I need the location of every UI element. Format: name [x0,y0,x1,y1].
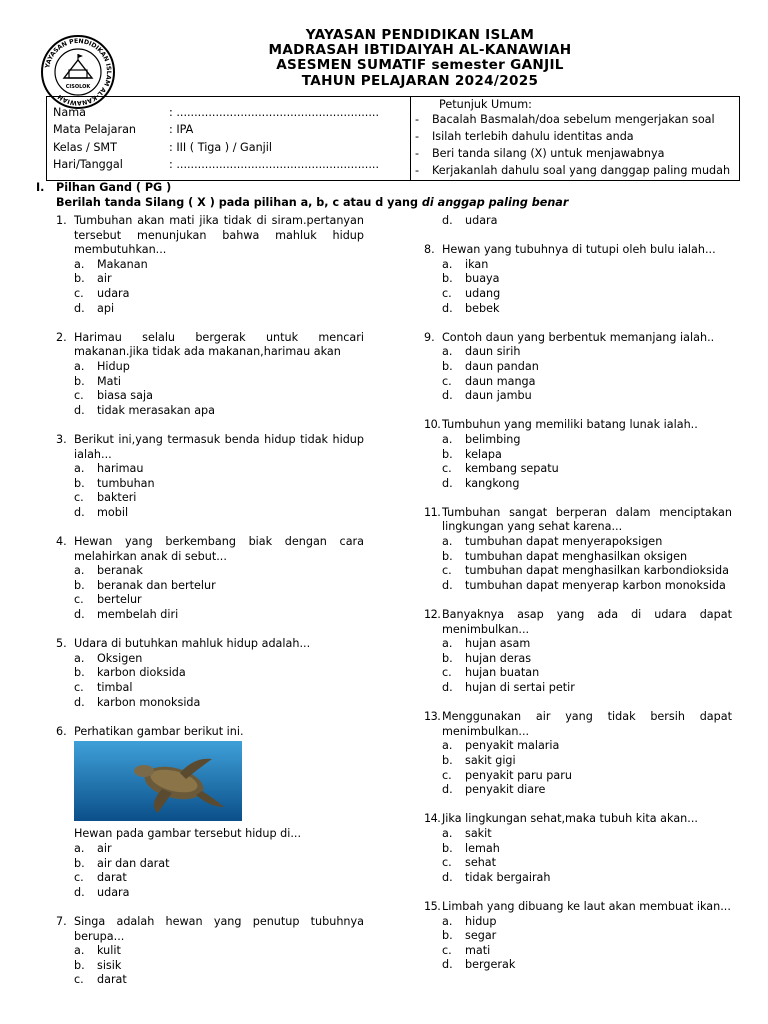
question-number: 8. [424,243,435,257]
question-stem [56,725,364,740]
question-7-continued [424,214,732,229]
option-text: air [97,841,112,855]
header-line-school: MADRASAH IBTIDAIYAH AL-KANAWIAH [268,42,572,59]
answer-option-a[interactable] [442,915,732,930]
option-text: ikan [465,257,489,271]
option-letter: a. [74,257,85,271]
questions-column-left [56,214,364,988]
instructions-title: Petunjuk Umum: [439,98,532,111]
answer-option-b[interactable] [74,477,364,492]
question-stem [56,331,364,360]
question-follow-up: Hewan pada gambar tersebut hidup di... [74,827,302,841]
section-instruction: Berilah tanda Silang ( X ) pada pilihan a, b, c atau d yang di anggap paling benar [56,195,569,209]
answer-option-d[interactable] [442,389,732,404]
student-info [47,97,411,180]
answer-options [56,360,364,418]
option-letter: c. [74,593,84,607]
option-text: tumbuhan dapat menyerap karbon monoksida [465,578,726,592]
option-text: timbal [97,681,133,694]
option-text: belimbing [465,432,521,446]
sea-turtle-image [74,741,242,821]
question-stem [424,812,732,827]
question-stem [56,637,364,652]
option-letter: c. [74,491,84,505]
answer-options [56,842,364,900]
question-number: 4. [56,535,67,549]
answer-option-d[interactable] [442,783,732,798]
option-letter: d. [74,695,85,709]
answer-options [424,739,732,797]
option-letter: b. [74,578,85,592]
answer-option-b[interactable] [74,666,364,681]
option-letter: a. [74,564,85,578]
question-text: Berikut ini,yang termasuk benda hidup tidak hidup ialah... [74,432,364,461]
question-number: 1. [56,214,67,227]
option-text: hujan deras [465,651,532,665]
option-letter: d. [442,783,453,797]
option-text: Mati [97,374,122,388]
left-question-6 [56,725,364,901]
info-row-class [53,141,410,158]
question-text: Tumbuhan sangat berperan dalam menciptakan lingkungan yang sehat karena... [442,505,732,534]
question-text: Banyaknya asap yang ada di udara dapat menimbulkan... [442,608,732,636]
info-label: Hari/Tanggal [53,158,123,172]
right-question-11 [424,506,732,594]
option-letter: a. [74,651,85,665]
option-letter: b. [442,841,453,855]
option-text: daun sirih [465,345,521,359]
answer-option-a[interactable] [74,652,364,667]
option-letter: d. [74,608,85,622]
option-letter: a. [442,257,453,271]
answer-option-a[interactable] [442,535,732,550]
answer-options [56,258,364,316]
answer-option-a[interactable] [442,258,732,273]
answer-option-d[interactable] [442,302,732,317]
answer-option-c[interactable] [74,389,364,404]
option-letter: a. [74,944,85,958]
answer-option-a[interactable] [442,345,732,360]
header-line-foundation: YAYASAN PENDIDIKAN ISLAM [305,27,535,43]
answer-option-c[interactable] [442,287,732,302]
option-letter: b. [74,856,85,870]
answer-option-c[interactable] [442,944,732,959]
option-text: mobil [97,505,129,519]
option-text: mati [465,943,491,957]
option-letter: b. [74,958,85,972]
option-letter: b. [442,651,453,665]
option-text: bertelur [97,593,142,607]
answer-option-c[interactable] [442,375,732,390]
question-number: 2. [56,330,67,344]
info-value: : III ( Tiga ) / Ganjil [169,140,272,154]
option-text: air [97,272,112,286]
option-letter: c. [74,973,84,987]
answer-options [56,652,364,710]
option-letter: d. [442,870,453,884]
option-text: sehat [465,856,497,870]
option-letter: b. [442,447,453,461]
question-stem [56,433,364,462]
answer-option-a[interactable] [74,564,364,579]
question-stem [424,900,732,915]
answer-option-b[interactable] [442,842,732,857]
answer-option-c[interactable] [442,666,732,681]
question-stem [56,915,364,944]
option-text: segar [465,929,497,943]
question-stem [424,418,732,433]
option-letter: d. [74,403,85,417]
question-stem [56,214,364,258]
answer-option-a[interactable] [74,258,364,273]
answer-option-d[interactable] [74,886,364,901]
answer-option-b[interactable] [442,272,732,287]
option-letter: a. [442,432,453,446]
question-text: Jika lingkungan sehat,maka tubuh kita akan... [442,812,698,826]
option-text: tumbuhan dapat menyerapoksigen [465,535,663,549]
option-text: daun pandan [465,359,539,373]
question-number: 15. [424,899,441,913]
answer-option-d[interactable] [442,681,732,696]
option-letter: a. [442,826,453,840]
option-text: hidup [465,914,497,928]
left-question-7 [56,915,364,988]
answer-option-d[interactable] [74,404,364,419]
question-number: 11. [424,505,441,519]
option-letter: a. [442,739,453,753]
option-text: penyakit paru paru [465,768,572,782]
left-question-2 [56,331,364,419]
right-question-15 [424,900,732,973]
option-text: tidak bergairah [465,870,551,884]
option-letter: c. [442,943,452,957]
option-letter: b. [74,666,85,680]
option-letter: d. [74,885,85,899]
answer-options [424,433,732,491]
header-line-year: TAHUN PELAJARAN 2024/2025 [301,72,539,89]
answer-option-b[interactable] [74,272,364,287]
option-letter: b. [442,272,453,286]
section-title: Pilhan Gand ( PG ) [56,181,172,194]
option-text: kembang sepatu [465,462,559,476]
option-text: penyakit malaria [465,739,560,753]
option-text: sakit gigi [465,753,516,767]
answer-options [56,564,364,622]
answer-options [424,637,732,695]
answer-option-b[interactable] [74,857,364,872]
option-text: darat [97,973,127,987]
option-letter: b. [442,549,453,563]
question-number: 7. [56,914,67,928]
option-letter: c. [442,856,452,870]
answer-options [56,462,364,520]
option-text: hujan asam [465,637,531,651]
section-heading [36,181,736,211]
answer-options [424,345,732,403]
answer-option-d[interactable] [442,871,732,886]
option-text: harimau [97,462,144,476]
option-letter: a. [74,359,85,373]
option-text: daun jambu [465,389,532,403]
option-letter: c. [74,389,84,403]
answer-options [424,258,732,316]
left-question-4 [56,535,364,623]
option-text: tumbuhan dapat menghasilkan oksigen [465,549,688,563]
identity-box [46,96,740,181]
option-text: hujan di sertai petir [465,681,575,694]
option-text: beranak [97,564,143,578]
option-letter: b. [442,929,453,943]
option-text: udara [465,214,498,227]
instruction-item: - Beri tanda silang (X) untuk menjawabnya [415,147,665,160]
answer-option-c[interactable] [442,564,732,579]
answer-option-a[interactable] [74,360,364,375]
option-text: sakit [465,826,492,840]
answer-option-b[interactable] [442,550,732,565]
option-text: bergerak [465,958,516,972]
question-text: Perhatikan gambar berikut ini. [74,724,244,738]
answer-option-b[interactable] [442,652,732,667]
question-text: Tumbuhun yang memiliki batang lunak ialah.. [442,418,698,432]
answer-option-a[interactable] [74,944,364,959]
answer-option-b[interactable] [74,959,364,974]
question-stem [424,710,732,739]
option-text: karbon monoksida [97,695,201,709]
info-row-date [53,158,410,175]
option-letter: d. [442,681,453,694]
option-text: api [97,301,115,315]
answer-option-b[interactable] [442,360,732,375]
option-text: hujan buatan [465,666,540,680]
option-text: karbon dioksida [97,666,186,680]
answer-option-a[interactable] [442,637,732,652]
option-letter: a. [74,841,85,855]
answer-option-d[interactable] [74,696,364,711]
right-question-14 [424,812,732,885]
answer-option-d[interactable] [424,214,732,229]
question-text: Limbah yang dibuang ke laut akan membuat ikan... [442,899,731,913]
option-text: bebek [465,301,500,315]
question-number: 6. [56,724,67,738]
answer-option-a[interactable] [442,827,732,842]
answer-option-a[interactable] [442,433,732,448]
answer-options [424,535,732,593]
answer-option-c[interactable] [74,871,364,886]
question-stem [424,506,732,535]
left-question-1 [56,214,364,316]
option-letter: b. [74,272,85,286]
question-stem [424,331,732,346]
info-row-name [53,106,410,123]
question-text: Contoh daun yang berbentuk memanjang ialah.. [442,330,715,344]
info-value: : IPA [169,123,194,137]
option-letter: d. [442,389,453,403]
question-number: 10. [424,418,441,432]
answer-option-b[interactable] [442,929,732,944]
question-text: Hewan yang berkembang biak dengan cara melahirkan anak di sebut... [74,535,364,563]
answer-option-c[interactable] [74,491,364,506]
right-question-9 [424,331,732,404]
option-letter: c. [442,462,452,476]
info-label: Mata Pelajaran [53,123,137,137]
option-letter: d. [442,301,453,315]
info-label: Kelas / SMT [53,140,117,154]
question-number: 5. [56,637,67,651]
question-stem [424,243,732,258]
logo-inner-text: CISOLOK [65,84,91,90]
option-letter: c. [442,768,452,782]
option-text: udara [97,286,130,300]
answer-option-a[interactable] [74,842,364,857]
option-letter: c. [442,286,452,300]
option-letter: c. [442,374,452,388]
option-text: kulit [97,944,121,958]
answer-option-d[interactable] [74,506,364,521]
answer-option-c[interactable] [74,593,364,608]
logo-ring-text: YAYASAN PENDIDIKAN ISLAM AL-KANAWIAH [44,37,113,107]
option-text: kelapa [465,447,502,461]
option-letter: a. [442,637,453,651]
option-text: udang [465,286,501,300]
general-instructions [411,97,739,180]
option-text: udara [97,885,130,899]
option-letter: a. [442,914,453,928]
question-number: 14. [424,812,441,826]
question-text: Tumbuhan akan mati jika tidak di siram.pertanyan tersebut menunjukan bahwa mahluk hidup membutuhkan... [74,214,364,257]
option-text: membelah diri [97,608,179,622]
option-letter: c. [74,681,84,694]
question-number: 13. [424,710,441,724]
header-title [150,28,690,89]
right-question-8 [424,243,732,316]
option-letter: a. [442,345,453,359]
right-question-10 [424,418,732,491]
answer-option-c[interactable] [442,462,732,477]
question-text: Menggunakan air yang tidak bersih dapat menimbulkan... [442,710,732,738]
answer-options [424,915,732,973]
answer-option-c[interactable] [74,973,364,988]
answer-option-b[interactable] [442,754,732,769]
answer-option-d[interactable] [442,958,732,973]
option-text: beranak dan bertelur [97,578,216,592]
option-text: Oksigen [97,651,143,665]
answer-options [424,827,732,885]
option-text: buaya [465,272,500,286]
option-text: daun manga [465,374,536,388]
option-text: Hidup [97,359,130,373]
option-letter: a. [74,462,85,476]
option-letter: d. [442,214,453,227]
date-field[interactable]: : ......................................................... [169,158,380,172]
answer-option-a[interactable] [442,739,732,754]
option-text: kangkong [465,476,520,490]
answer-options [56,944,364,988]
option-letter: c. [74,286,84,300]
option-letter: d. [442,958,453,972]
name-field[interactable]: : ......................................................... [169,106,380,119]
option-letter: d. [442,476,453,490]
answer-option-d[interactable] [74,608,364,623]
option-letter: b. [74,374,85,388]
option-text: tumbuhan [97,476,155,490]
option-text: biasa saja [97,389,153,403]
question-text: Hewan yang tubuhnya di tutupi oleh bulu ialah... [442,243,716,257]
option-letter: a. [442,535,453,549]
answer-option-c[interactable] [442,769,732,784]
instruction-item: - Isilah terlebih dahulu identitas anda [415,130,634,143]
option-letter: c. [442,666,452,680]
question-number: 9. [424,330,435,344]
answer-option-c[interactable] [442,856,732,871]
answer-option-b[interactable] [74,579,364,594]
option-text: lemah [465,841,500,855]
option-text: penyakit diare [465,783,546,797]
option-text: sisik [97,958,122,972]
option-text: tidak merasakan apa [97,403,216,417]
option-text: bakteri [97,491,137,505]
header-line-exam: ASESMEN SUMATIF semester GANJIL [276,57,564,74]
question-number: 3. [56,432,67,446]
answer-option-b[interactable] [442,448,732,463]
answer-option-c[interactable] [74,287,364,302]
instruction-item: - Kerjakanlah dahulu soal yang danggap paling mudah [415,164,731,177]
option-letter: c. [74,871,84,885]
right-question-12 [424,608,732,696]
left-question-3 [56,433,364,521]
question-stem [56,535,364,564]
option-letter: b. [442,359,453,373]
question-text: Udara di butuhkan mahluk hidup adalah... [74,637,311,651]
answer-option-c[interactable] [74,681,364,696]
option-text: darat [97,871,127,885]
info-row-subject [53,123,410,140]
option-text: tumbuhan dapat menghasilkan karbondioksida [465,564,729,578]
questions-column-right [424,214,732,987]
option-letter: b. [74,476,85,490]
left-question-5 [56,637,364,710]
option-text: Makanan [97,257,148,271]
option-letter: d. [74,505,85,519]
section-number: I. [36,181,45,194]
answer-option-b[interactable] [74,375,364,390]
option-letter: c. [442,564,452,578]
option-letter: b. [442,753,453,767]
answer-option-d[interactable] [442,477,732,492]
question-stem [424,608,732,637]
question-text: Singa adalah hewan yang penutup tubuhnya berupa... [74,914,364,943]
question-number: 12. [424,608,441,622]
option-letter: d. [442,578,453,592]
instruction-item: - Bacalah Basmalah/doa sebelum mengerjakan soal [415,113,715,126]
question-text: Harimau selalu bergerak untuk mencari makanan.jika tidak ada makanan,harimau akan [74,330,364,359]
info-label: Nama [53,106,86,119]
answer-option-d[interactable] [74,302,364,317]
answer-option-a[interactable] [74,462,364,477]
option-text: air dan darat [97,856,170,870]
option-letter: d. [74,301,85,315]
answer-option-d[interactable] [442,579,732,594]
right-question-13 [424,710,732,798]
